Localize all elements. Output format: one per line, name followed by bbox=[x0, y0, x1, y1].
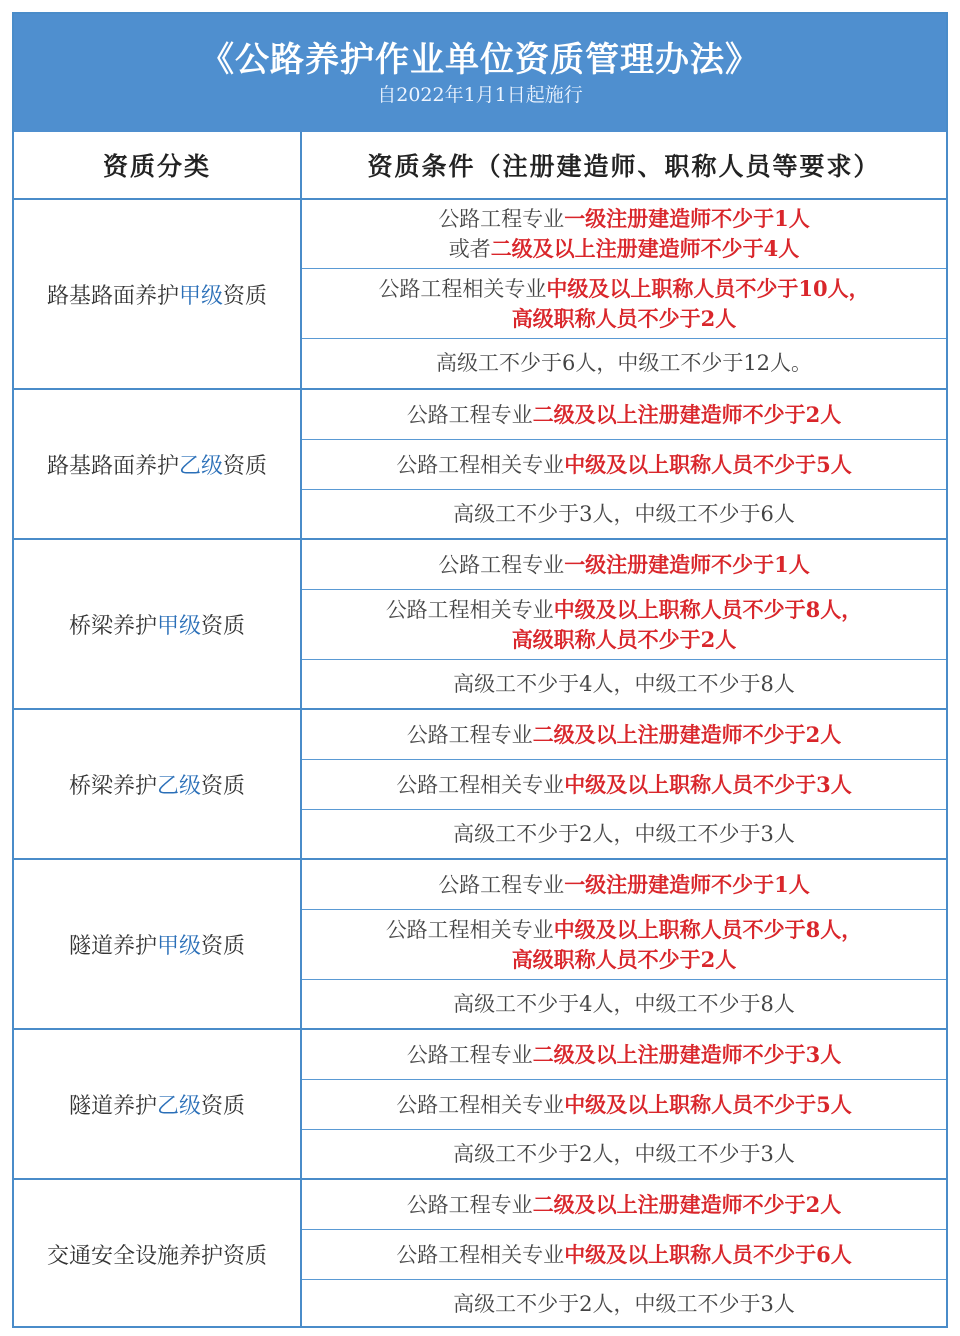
qualification-category bbox=[14, 860, 302, 1028]
category-suffix: 资质 bbox=[201, 1093, 246, 1119]
qualification-category bbox=[14, 200, 302, 388]
category-name: 桥梁养护 bbox=[68, 613, 157, 639]
document-title: 《公路养护作业单位资质管理办法》 bbox=[200, 40, 760, 80]
condition-highlight: 高级职称人员不少于2人 bbox=[511, 626, 737, 652]
condition-line bbox=[449, 234, 800, 264]
condition-row bbox=[302, 1180, 946, 1230]
qualification-category bbox=[14, 1180, 302, 1328]
condition-text: 公路工程相关专业 bbox=[385, 917, 554, 942]
condition-row bbox=[302, 810, 946, 858]
condition-row bbox=[302, 860, 946, 910]
condition-line bbox=[453, 670, 795, 699]
condition-highlight: 二级及以上注册建造师不少于2人 bbox=[532, 1191, 842, 1217]
category-name: 隧道养护 bbox=[68, 933, 157, 959]
title-banner bbox=[14, 14, 946, 132]
condition-row bbox=[302, 540, 946, 590]
condition-line bbox=[396, 1090, 852, 1120]
condition-list bbox=[302, 1180, 946, 1328]
category-suffix: 资质 bbox=[223, 283, 268, 309]
condition-text: 高级工不少于2人，中级工不少于3人 bbox=[453, 821, 795, 846]
condition-text: 公路工程专业 bbox=[438, 207, 565, 231]
effective-date: 自2022年1月1日起施行 bbox=[377, 84, 583, 106]
category-name: 交通安全设施养护资质 bbox=[46, 1243, 267, 1269]
condition-highlight: 高级职称人员不少于2人 bbox=[511, 305, 737, 331]
condition-list bbox=[302, 860, 946, 1028]
condition-text: 公路工程专业 bbox=[406, 1192, 533, 1217]
condition-highlight: 中级及以上职称人员不少于6人 bbox=[564, 1241, 852, 1267]
condition-line bbox=[396, 770, 852, 800]
condition-row bbox=[302, 590, 946, 660]
qualification-group bbox=[14, 1180, 946, 1328]
condition-line bbox=[436, 349, 812, 378]
category-suffix: 资质 bbox=[201, 933, 246, 959]
condition-row bbox=[302, 269, 946, 339]
condition-row bbox=[302, 980, 946, 1028]
condition-list bbox=[302, 390, 946, 538]
condition-line bbox=[407, 1190, 842, 1220]
condition-highlight: 一级注册建造师不少于1人 bbox=[564, 551, 810, 577]
qualification-category bbox=[14, 540, 302, 708]
qualification-table bbox=[14, 200, 946, 1328]
condition-highlight: 高级职称人员不少于2人 bbox=[511, 946, 737, 972]
condition-text: 公路工程专业 bbox=[406, 1042, 533, 1067]
condition-line bbox=[386, 915, 863, 945]
condition-highlight: 中级及以上职称人员不少于8人， bbox=[553, 596, 863, 622]
condition-row bbox=[302, 339, 946, 388]
condition-highlight: 二级及以上注册建造师不少于4人 bbox=[490, 236, 800, 261]
condition-text: 高级工不少于6人，中级工不少于12人。 bbox=[435, 351, 813, 375]
category-name: 隧道养护 bbox=[68, 1093, 157, 1119]
condition-line bbox=[512, 625, 737, 655]
category-grade: 甲级 bbox=[156, 933, 201, 959]
condition-text: 公路工程相关专业 bbox=[396, 772, 565, 797]
condition-text: 公路工程相关专业 bbox=[396, 452, 565, 477]
condition-text: 公路工程相关专业 bbox=[378, 276, 547, 301]
condition-line bbox=[453, 1140, 795, 1169]
condition-list bbox=[302, 1030, 946, 1178]
condition-text: 高级工不少于4人，中级工不少于8人 bbox=[453, 991, 795, 1016]
condition-line bbox=[512, 304, 737, 334]
condition-text: 公路工程相关专业 bbox=[385, 597, 554, 622]
qualification-group bbox=[14, 540, 946, 710]
condition-highlight: 二级及以上注册建造师不少于3人 bbox=[532, 1041, 842, 1067]
column-header-conditions: 资质条件（注册建造师、职称人员等要求） bbox=[367, 152, 881, 181]
condition-text: 高级工不少于2人，中级工不少于3人 bbox=[453, 1141, 795, 1166]
condition-highlight: 中级及以上职称人员不少于5人 bbox=[564, 1091, 852, 1117]
condition-text: 公路工程专业 bbox=[438, 552, 565, 577]
condition-highlight: 二级及以上注册建造师不少于2人 bbox=[532, 401, 842, 427]
condition-row bbox=[302, 660, 946, 708]
condition-text: 或者 bbox=[448, 237, 491, 261]
condition-row bbox=[302, 1130, 946, 1178]
condition-line bbox=[378, 274, 869, 304]
condition-line bbox=[453, 820, 795, 849]
condition-line bbox=[407, 1040, 842, 1070]
condition-row bbox=[302, 760, 946, 810]
category-grade: 乙级 bbox=[178, 453, 223, 479]
condition-line bbox=[453, 500, 795, 529]
condition-text: 公路工程专业 bbox=[438, 872, 565, 897]
condition-text: 公路工程专业 bbox=[406, 722, 533, 747]
condition-line bbox=[453, 1290, 795, 1319]
condition-text: 高级工不少于4人，中级工不少于8人 bbox=[453, 671, 795, 696]
condition-text: 公路工程专业 bbox=[406, 402, 533, 427]
category-name: 路基路面养护 bbox=[46, 453, 179, 479]
qualification-category bbox=[14, 390, 302, 538]
qualification-category bbox=[14, 1030, 302, 1178]
qualification-group bbox=[14, 390, 946, 540]
qualification-category bbox=[14, 710, 302, 858]
condition-line bbox=[396, 1240, 852, 1270]
condition-highlight: 中级及以上职称人员不少于3人 bbox=[564, 771, 852, 797]
category-suffix: 资质 bbox=[201, 613, 246, 639]
category-grade: 乙级 bbox=[156, 773, 201, 799]
condition-line bbox=[386, 595, 863, 625]
condition-line bbox=[407, 400, 842, 430]
qualification-group bbox=[14, 710, 946, 860]
condition-highlight: 中级及以上职称人员不少于8人， bbox=[553, 916, 863, 942]
condition-row bbox=[302, 710, 946, 760]
condition-text: 高级工不少于2人，中级工不少于3人 bbox=[453, 1291, 795, 1316]
condition-text: 公路工程相关专业 bbox=[396, 1092, 565, 1117]
document-frame bbox=[12, 12, 948, 1328]
condition-row bbox=[302, 1280, 946, 1328]
category-grade: 甲级 bbox=[156, 613, 201, 639]
condition-list bbox=[302, 710, 946, 858]
condition-line bbox=[438, 870, 810, 900]
condition-highlight: 中级及以上职称人员不少于10人， bbox=[546, 275, 870, 301]
table-header bbox=[14, 132, 946, 200]
qualification-group bbox=[14, 1030, 946, 1180]
condition-line bbox=[438, 550, 810, 580]
column-header-category: 资质分类 bbox=[14, 132, 302, 198]
condition-line bbox=[396, 450, 852, 480]
condition-highlight: 二级及以上注册建造师不少于2人 bbox=[532, 721, 842, 747]
category-suffix: 资质 bbox=[223, 453, 268, 479]
category-name: 路基路面养护 bbox=[46, 283, 179, 309]
condition-row bbox=[302, 910, 946, 980]
condition-row bbox=[302, 1080, 946, 1130]
category-grade: 乙级 bbox=[156, 1093, 201, 1119]
condition-row bbox=[302, 1230, 946, 1280]
condition-row bbox=[302, 440, 946, 490]
condition-row bbox=[302, 390, 946, 440]
condition-line bbox=[407, 720, 842, 750]
condition-row bbox=[302, 490, 946, 538]
condition-text: 公路工程相关专业 bbox=[396, 1242, 565, 1267]
condition-row bbox=[302, 1030, 946, 1080]
condition-list bbox=[302, 200, 946, 388]
condition-line bbox=[438, 204, 810, 234]
qualification-group bbox=[14, 200, 946, 390]
category-suffix: 资质 bbox=[201, 773, 246, 799]
condition-row bbox=[302, 200, 946, 269]
condition-highlight: 一级注册建造师不少于1人 bbox=[564, 871, 810, 897]
condition-highlight: 中级及以上职称人员不少于5人 bbox=[564, 451, 852, 477]
category-name: 桥梁养护 bbox=[68, 773, 157, 799]
condition-highlight: 一级注册建造师不少于1人 bbox=[564, 206, 810, 231]
condition-text: 高级工不少于3人，中级工不少于6人 bbox=[453, 501, 795, 526]
category-grade: 甲级 bbox=[178, 283, 223, 309]
condition-list bbox=[302, 540, 946, 708]
condition-line bbox=[512, 945, 737, 975]
condition-line bbox=[453, 990, 795, 1019]
qualification-group bbox=[14, 860, 946, 1030]
